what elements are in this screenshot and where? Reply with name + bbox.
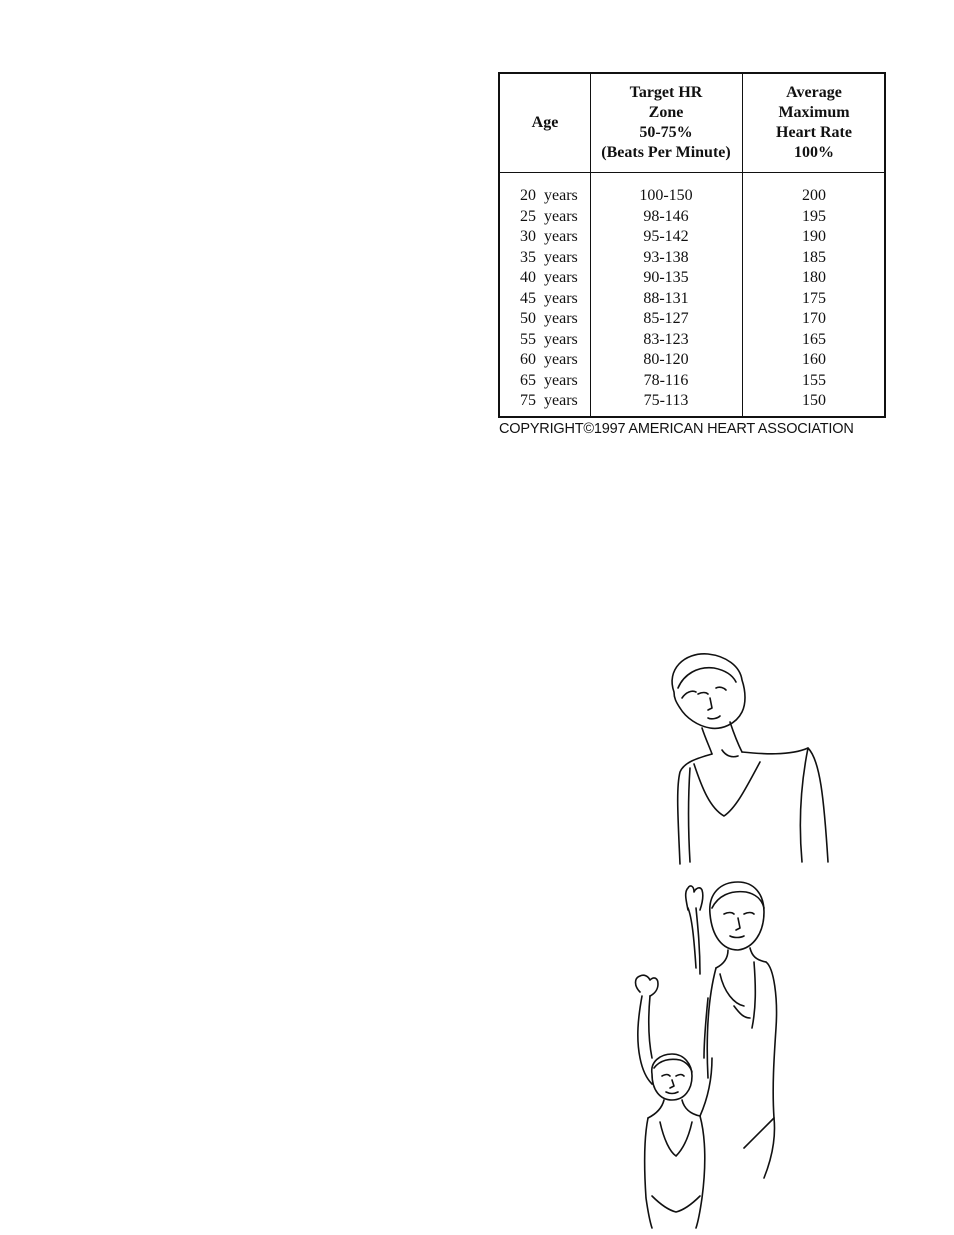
header-max-line: Maximum xyxy=(778,104,850,121)
table-row xyxy=(500,309,884,330)
table-row xyxy=(500,391,884,412)
max-hr-cell: 190 xyxy=(802,228,826,245)
max-hr-cell: 155 xyxy=(802,371,826,389)
table-row xyxy=(500,371,884,392)
age-cell: 35 years xyxy=(520,248,578,266)
zone-cell: 93-138 xyxy=(643,248,689,266)
max-hr-cell: 170 xyxy=(802,310,826,327)
header-age-line: Age xyxy=(531,114,559,131)
header-zone-line: Target HR xyxy=(629,84,703,101)
table-row xyxy=(500,330,884,351)
table-row xyxy=(500,207,884,228)
zone-cell: 90-135 xyxy=(643,269,689,286)
header-divider xyxy=(500,172,884,173)
copyright-notice: COPYRIGHT©1997 AMERICAN HEART ASSOCIATION xyxy=(499,421,854,437)
arm-reach-illustration-icon xyxy=(604,878,840,1230)
max-hr-cell: 150 xyxy=(802,392,826,409)
table-row xyxy=(500,289,884,310)
zone-cell: 75-113 xyxy=(643,392,689,409)
max-hr-cell: 165 xyxy=(802,330,826,348)
zone-cell: 88-131 xyxy=(643,289,689,307)
zone-cell: 83-123 xyxy=(643,330,689,348)
header-max-line: Heart Rate xyxy=(776,124,852,141)
zone-cell: 85-127 xyxy=(643,310,689,327)
table-row xyxy=(500,227,884,248)
header-max-heart-rate xyxy=(742,74,886,172)
header-max-line: 100% xyxy=(794,144,834,161)
zone-cell: 98-146 xyxy=(643,207,689,225)
zone-cell: 100-150 xyxy=(639,187,693,204)
zone-cell: 95-142 xyxy=(643,228,689,245)
neck-stretch-illustration-icon xyxy=(662,648,832,866)
max-hr-cell: 185 xyxy=(802,248,826,266)
table-row xyxy=(500,248,884,269)
table-row xyxy=(500,186,884,207)
age-cell: 30 years xyxy=(520,228,578,245)
table-row xyxy=(500,268,884,289)
age-cell: 65 years xyxy=(520,371,578,389)
max-hr-cell: 180 xyxy=(802,269,826,286)
header-zone-line: (Beats Per Minute) xyxy=(601,144,731,161)
age-cell: 60 years xyxy=(520,351,578,368)
header-max-line: Average xyxy=(786,84,842,101)
header-age xyxy=(500,74,590,172)
max-hr-cell: 175 xyxy=(802,289,826,307)
age-cell: 40 years xyxy=(520,269,578,286)
age-cell: 55 years xyxy=(520,330,578,348)
age-cell: 50 years xyxy=(520,310,578,327)
header-target-zone xyxy=(590,74,742,172)
header-zone-line: Zone xyxy=(648,104,684,121)
table-body xyxy=(500,186,884,412)
age-cell: 25 years xyxy=(520,207,578,225)
max-hr-cell: 160 xyxy=(802,351,826,368)
header-zone-line: 50-75% xyxy=(639,124,693,141)
zone-cell: 78-116 xyxy=(643,371,689,389)
target-heart-rate-table xyxy=(498,72,886,418)
table-row xyxy=(500,350,884,371)
zone-cell: 80-120 xyxy=(643,351,689,368)
age-cell: 20 years xyxy=(520,187,578,204)
max-hr-cell: 195 xyxy=(802,207,826,225)
age-cell: 45 years xyxy=(520,289,578,307)
max-hr-cell: 200 xyxy=(802,187,826,204)
age-cell: 75 years xyxy=(520,392,578,409)
